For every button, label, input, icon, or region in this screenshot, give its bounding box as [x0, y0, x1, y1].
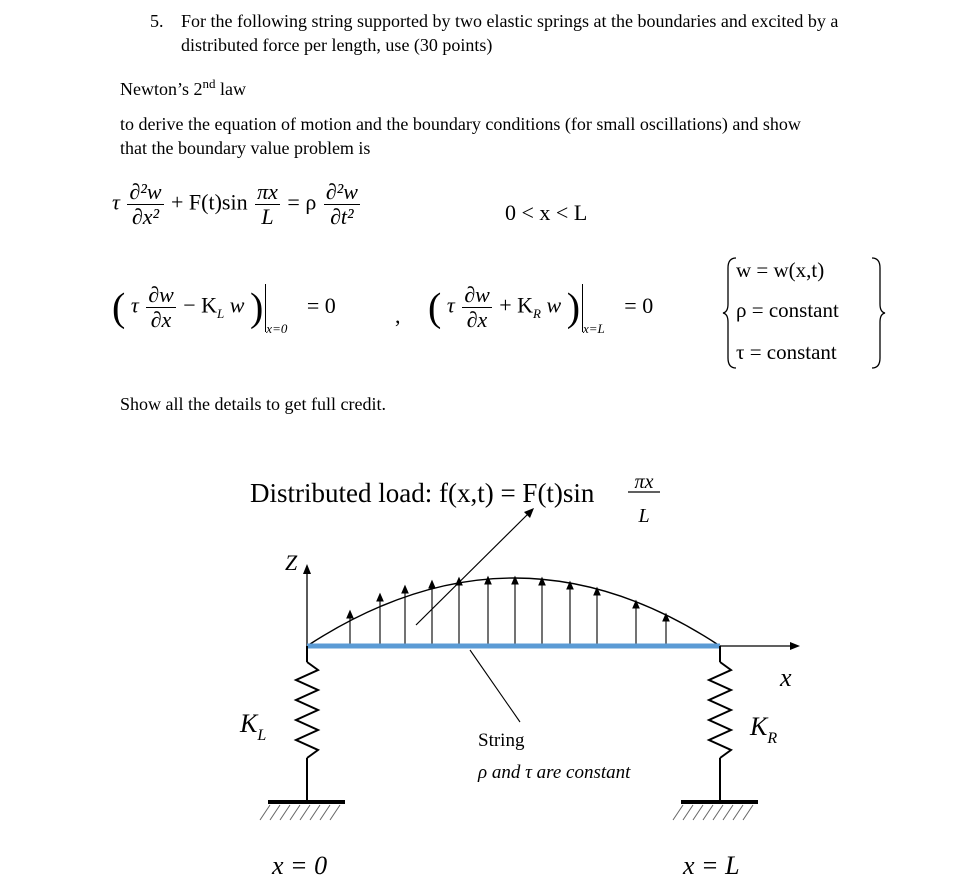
string-figure	[0, 450, 958, 888]
bcl-dx: ∂x	[150, 307, 172, 332]
load-pix: πx	[634, 471, 654, 493]
pde-d2w-2: ∂²w	[325, 179, 358, 204]
k-left-label	[239, 709, 266, 744]
bcr-eq: = 0	[624, 292, 654, 318]
bcl-tau: τ	[130, 292, 139, 318]
k-left: K	[240, 709, 258, 738]
pde-frac-d2w-dx2	[127, 180, 163, 229]
bcr-frac	[462, 283, 492, 332]
pde-tau: τ	[112, 189, 120, 215]
problem-line-2: distributed force per length, use (30 points)	[181, 35, 493, 55]
equation-of-motion	[112, 180, 362, 229]
xL-label: x = L	[683, 851, 740, 880]
k-left-sub: L	[257, 727, 267, 744]
bcl-w: w	[229, 292, 245, 318]
string-label: String	[478, 730, 525, 751]
pde-L: L	[261, 204, 274, 229]
bcr-dx: ∂x	[466, 307, 488, 332]
def-rho: ρ = constant	[736, 298, 839, 322]
bcr-dw: ∂w	[464, 282, 490, 307]
bcr-eval: x=L	[583, 320, 605, 336]
bcl-sub: L	[217, 305, 225, 321]
pde-eqrho: = ρ	[287, 189, 317, 215]
pde-pix: πx	[257, 179, 278, 204]
pde-frac-pix-L	[255, 180, 280, 229]
x-axis-label: x	[780, 663, 792, 692]
load-arrows	[347, 577, 669, 646]
bcl-dw: ∂w	[148, 282, 174, 307]
problem-line-1: For the following string supported by two elastic springs at the boundaries and excited by a	[181, 11, 839, 31]
bc-comma: ,	[395, 303, 401, 328]
right-spring	[673, 646, 758, 820]
k-right: K	[750, 712, 768, 741]
load-label: Distributed load: f(x,t) = F(t)sin	[250, 478, 595, 508]
bcr-sub: R	[533, 305, 541, 321]
credit-note: Show all the details to get full credit.	[120, 394, 386, 414]
instruction-line-2: that the boundary value problem is	[120, 138, 371, 158]
x0-label: x = 0	[272, 851, 328, 880]
boundary-condition-left: ( τ $\frac{\partial w}{\partial x}$ − $K_L$ w ) $_{x=0}$ = 0	[112, 282, 336, 336]
problem-number: 5.	[150, 11, 164, 31]
def-w: w = w(x,t)	[736, 258, 825, 282]
def-tau: τ = constant	[736, 340, 837, 364]
pde-dt2: ∂t²	[330, 204, 354, 229]
k-right-label	[749, 712, 777, 747]
bcr-term: + K	[499, 292, 534, 318]
k-right-sub: R	[767, 730, 778, 747]
pde-plusF: + F(t)sin	[171, 189, 248, 215]
left-spring	[260, 646, 345, 820]
pde-domain: 0 < x < L	[505, 200, 588, 225]
instruction-line-1: to derive the equation of motion and the boundary conditions (for small oscillations) and show	[120, 114, 801, 134]
bcl-eq: = 0	[306, 292, 336, 318]
law-heading	[120, 72, 246, 101]
pde-d2w-1: ∂²w	[129, 179, 162, 204]
string-props: ρ and τ are constant	[478, 762, 631, 783]
bcl-frac	[146, 283, 176, 332]
bcr-w: w	[546, 292, 562, 318]
pde-dx2: ∂x²	[131, 204, 160, 229]
load-L: L	[638, 505, 650, 527]
law-sup: nd	[202, 76, 216, 91]
bcl-eval: x=0	[266, 320, 288, 336]
law-suffix: law	[215, 79, 246, 99]
pde-frac-d2w-dt2	[324, 180, 360, 229]
bcr-tau: τ	[446, 292, 455, 318]
law-text: Newton’s 2	[120, 79, 203, 99]
boundary-condition-right: ( τ $\frac{\partial w}{\partial x}$ + $K_R$ w ) $_{x=L}$ = 0	[428, 282, 654, 336]
load-curve	[307, 578, 720, 646]
bcl-term: − K	[183, 292, 218, 318]
z-axis-label: Z	[285, 550, 298, 575]
